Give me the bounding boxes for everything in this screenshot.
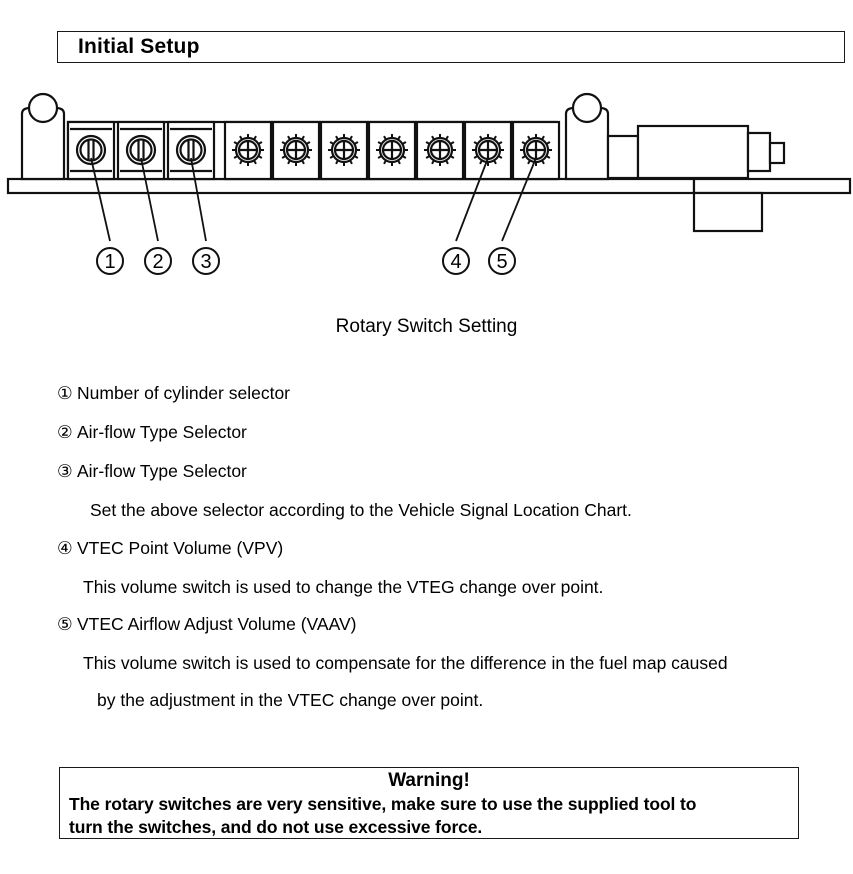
warning-box bbox=[59, 767, 849, 839]
list-text-4: VTEC Point Volume (VPV) bbox=[77, 538, 284, 558]
gear-switch-4 bbox=[369, 122, 415, 179]
note-vaav-line1: This volume switch is used to compensate for the difference in the fuel map caused bbox=[83, 653, 728, 673]
gear-switch-5 bbox=[417, 122, 463, 179]
header-banner bbox=[57, 31, 845, 63]
base-rail bbox=[8, 179, 850, 193]
list-item-5 bbox=[57, 615, 817, 634]
list-marker-2: ② bbox=[57, 422, 73, 442]
list-marker-1: ① bbox=[57, 383, 73, 403]
gear-switch-7 bbox=[513, 122, 559, 179]
callout-marker-5 bbox=[489, 248, 515, 274]
description-list bbox=[57, 384, 817, 728]
list-text-3: Air-flow Type Selector bbox=[77, 461, 247, 481]
page-title: Initial Setup bbox=[78, 35, 200, 58]
slot-switch-2 bbox=[118, 122, 164, 179]
warning-line-2: turn the switches, and do not use excessive force. bbox=[69, 817, 483, 837]
warning-line-1: The rotary switches are very sensitive, make sure to use the supplied tool to bbox=[69, 794, 697, 814]
right-mounting-bracket bbox=[566, 94, 608, 179]
svg-text:3: 3 bbox=[200, 251, 212, 273]
list-marker-3: ③ bbox=[57, 461, 73, 481]
list-text-5: VTEC Airflow Adjust Volume (VAAV) bbox=[77, 614, 357, 634]
gear-switch-6 bbox=[465, 122, 511, 179]
callout-marker-3 bbox=[193, 248, 219, 274]
svg-text:4: 4 bbox=[450, 251, 462, 273]
gear-switch-2 bbox=[273, 122, 319, 179]
list-item-1 bbox=[57, 384, 817, 403]
callout-marker-4 bbox=[443, 248, 469, 274]
gear-switch-3 bbox=[321, 122, 367, 179]
rotary-switch-diagram bbox=[0, 86, 853, 301]
svg-text:2: 2 bbox=[152, 251, 164, 273]
list-text-2: Air-flow Type Selector bbox=[77, 422, 247, 442]
callout-markers bbox=[97, 248, 515, 274]
note-vaav-line2: by the adjustment in the VTEC change over point. bbox=[97, 690, 484, 710]
left-mounting-bracket bbox=[22, 94, 64, 179]
note-selector-chart: Set the above selector according to the Vehicle Signal Location Chart. bbox=[90, 500, 632, 520]
list-item-3 bbox=[57, 462, 817, 481]
warning-title: Warning! bbox=[388, 770, 470, 791]
callout-marker-1 bbox=[97, 248, 123, 274]
gear-switch-1 bbox=[225, 122, 271, 179]
slot-switch-3 bbox=[168, 122, 214, 179]
diagram-caption: Rotary Switch Setting bbox=[335, 316, 518, 337]
list-marker-5: ⑤ bbox=[57, 614, 73, 634]
callout-marker-2 bbox=[145, 248, 171, 274]
switch-unit-illustration bbox=[0, 86, 853, 301]
svg-text:1: 1 bbox=[104, 251, 116, 273]
svg-text:5: 5 bbox=[496, 251, 508, 273]
note-vpv: This volume switch is used to change the VTEG change over point. bbox=[83, 577, 604, 597]
list-text-1: Number of cylinder selector bbox=[77, 383, 290, 403]
list-item-4 bbox=[57, 539, 817, 558]
list-item-2 bbox=[57, 423, 817, 442]
list-marker-4: ④ bbox=[57, 538, 73, 558]
slot-switch-1 bbox=[68, 122, 114, 179]
